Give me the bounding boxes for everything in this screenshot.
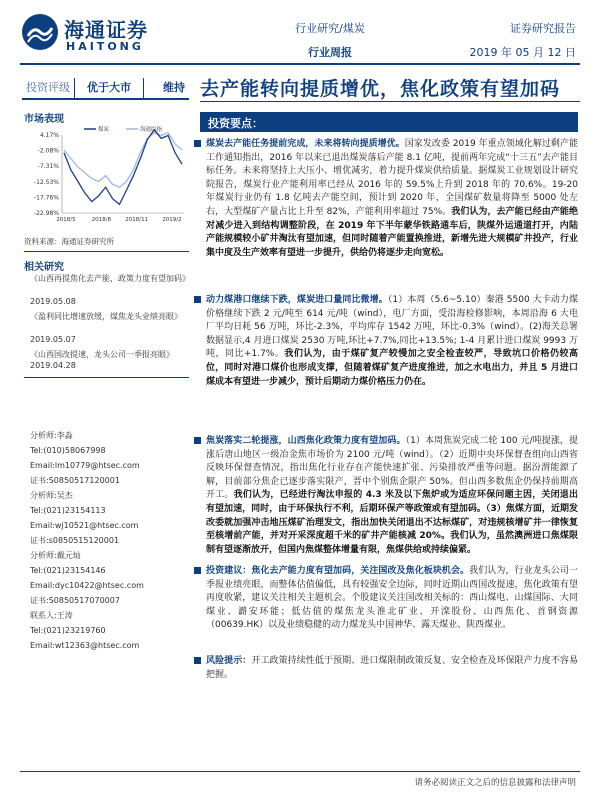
keypoint-body: （1）本周（5.6~5.10）秦港 5500 大卡动力煤价格继续下跌 2 元/吨至 614 元/吨（wind），电厂方面，受沿海检修影响，本周沿海 6 大电厂平均日耗 56 万吨，环比-2.3%，平均库存 1542 万吨，环比-0.3%（wind）。(2)海关总署数据显示,4 月进口煤炭 2530 万吨,环比+7.7%,同比+13.5%; 1-4 月累计进口煤炭 9993 万吨，同比+1.7%。: [206, 295, 578, 360]
analyst-email[interactable]: Email:lm10779@htsec.com: [30, 461, 140, 470]
analyst-tel: Tel:(021)23154146: [30, 566, 106, 575]
analyst-email[interactable]: Email:dyc10422@htsec.com: [30, 581, 144, 590]
bullet-icon: [194, 567, 201, 574]
left-divider: [24, 251, 189, 252]
analyst-tel: Tel:(010)58067998: [30, 446, 106, 455]
analyst-1: [30, 428, 140, 488]
keypoint-lead: 风险提示：: [206, 656, 252, 666]
chart-source-note: 资料来源：海通证券研究所: [24, 237, 114, 246]
y-tick-label: -22.98%: [33, 210, 59, 217]
y-tick-label: -17.76%: [33, 194, 59, 202]
haitong-logo-icon: [20, 12, 60, 52]
logo-chinese: 海通证券: [64, 18, 148, 42]
y-tick-label: -7.31%: [37, 163, 59, 171]
rating-action: 维持: [163, 81, 185, 94]
keypoint-lead: 焦炭落实二轮提涨，山西焦化政策力度有望加码。: [206, 436, 406, 446]
keypoint-body: 国家发改委 2019 年重点领域化解过剩产能工作通知指出，2016 年以来已退出煤炭落后产能 8.1 亿吨，提前两年完成“十三五”去产能目标任务。未来将坚持上大压小、增优减劣，着力提升煤炭供给质量。据煤炭工业规划设计研究院报告，煤炭行业产能利用率已经从 2016 年的 59.5%上升到 2018 年的 70.6%。19-20 年煤炭行业仍有 1.8 亿吨去产能空间，预计到 2020 年，全国煤矿数量将降至 5000 处左右，大型煤矿产量占比上升至 82%，产能利用率超过 75%。: [206, 139, 578, 217]
keypoint-body: 开工政策持续性低于预期、进口煤限制政策反复、安全检查及环保限产力度不容易把握。: [206, 656, 578, 680]
legend-label: 煤炭: [98, 127, 110, 133]
report-date: 2019 年 05 月 12 日: [469, 46, 576, 59]
contact-tel: Tel:(021)23219760: [30, 626, 106, 635]
keypoint-conclusion: 我们认为，由于煤矿复产较慢加之安全检查较严，导致坑口价格仍较高位，同时对港口煤价也形成支撑，但随着煤矿复产进度推进，加之水电出力，并且 5 月进口煤成本有望进一步减少，预计后期动力煤价格压力仍在。: [206, 349, 578, 387]
keypoint-1: [206, 138, 578, 260]
rating-value: 优于大市: [74, 78, 144, 98]
logo-english: HAITONG: [66, 40, 144, 53]
y-tick-label: 4.17%: [39, 132, 59, 139]
x-tick-label: 2018/8: [91, 217, 112, 223]
investment-rating: [22, 78, 189, 100]
keypoint-4: [206, 565, 578, 633]
series-line-海通综指: [64, 133, 182, 188]
analyst-email[interactable]: Email:wj10521@htsec.com: [30, 521, 139, 530]
related-report-1[interactable]: 《山西再提焦化去产能，政策力度有望加码》: [30, 274, 190, 283]
keypoint-conclusion: 我们认为，去产能已经由产能绝对减少进入到结构调整阶段，在 2019 年下半年蒙华铁路通车后，陕煤外运通道打开，内陆产能规模较小矿井淘汰有望加速，但同时随着产能置换推进，新增先进大规模矿井投产，行业集中度及生产效率有望进一步提升，供给仍将逐步走向宽松。: [206, 206, 578, 258]
analyst-cert: 证书:S0850517070007: [30, 596, 120, 605]
analyst-cert: 证书:s0850515120001: [30, 536, 120, 545]
contact-1: [30, 608, 139, 653]
bullet-icon: [194, 296, 201, 303]
header-divider: [20, 63, 580, 65]
contact-name: 联系人:王涛: [30, 611, 73, 620]
analyst-name: 分析师:吴杰: [30, 491, 73, 500]
related-report-2[interactable]: 《盈利同比增速放缓，煤焦龙头业绩亮眼》: [30, 312, 182, 321]
y-tick-label: -12.53%: [33, 178, 59, 186]
analyst-2: [30, 488, 138, 548]
footer-divider: [20, 771, 580, 772]
market-section-title: 市场表现: [24, 114, 64, 125]
analyst-name: 分析师:李淼: [30, 431, 73, 440]
report-type: 行业周报: [308, 46, 352, 59]
footer-disclaimer: 请务必阅读正文之后的信息披露和法律声明: [414, 778, 576, 788]
bullet-icon: [194, 437, 201, 444]
rating-label: 投资评级: [26, 81, 70, 94]
legend-label: 海通综指: [140, 127, 163, 133]
analyst-name: 分析师:戴元灿: [30, 551, 81, 560]
market-performance-chart: [24, 125, 189, 229]
bullet-icon: [194, 657, 201, 664]
keypoints-header: [200, 112, 578, 132]
analyst-cert: 证书:S0850517120001: [30, 476, 120, 485]
report-kind: 证券研究报告: [510, 22, 576, 35]
left-divider-2: [24, 377, 189, 378]
y-tick-label: -2.08%: [37, 147, 59, 155]
keypoint-conclusion: 我们认为，已经进行淘汰申报的 4.3 米及以下焦炉或为适应环保问题主因，关闭退出有望加速，同时，由于环保执行不利，后期环保产等政策或有望加码。（3）焦煤方面，近期发改委就加强冲击地压煤矿治理发文，指出加快关闭退出不达标煤矿，对违规核增矿井一律恢复至核增前产能，并对开采深度超千米的矿井产能核减 20%。我们认为，虽然澳洲进口焦煤限制有望逐渐放开，但国内焦煤整体增量有限，焦煤供给或持续偏紧。: [206, 490, 578, 555]
related-report-3[interactable]: 《山西国改提速，龙头公司一季报亮眼》: [30, 350, 174, 359]
keypoint-body: 我们认为，行业龙头公司一季报业绩亮眼，而整体估值偏低，具有较强安全边际，同时近期山西国改提速，焦化政策有望再度收紧，建议关注相关主题机会。个股建议关注国改相关标的：西山煤电、山煤国际、大同煤业、潞安环能；低估值的煤焦龙头淮北矿业、开滦股份、山西焦化、首钢资源（00639.HK）以及业绩稳健的动力煤龙头中国神华、露天煤业、陕西煤业。: [206, 566, 578, 631]
keypoint-3: [206, 435, 578, 557]
related-report-1-date: 2019.05.08: [30, 297, 76, 306]
report-meta: [470, 20, 576, 60]
related-section-title: 相关研究: [24, 262, 64, 273]
x-tick-label: 2018/11: [125, 217, 149, 223]
keypoint-body: （1）本周焦炭完成二轮 100 元/吨提涨，提涨后唐山地区一级冶金焦市场价为 2100 元/吨（wind）。（2）近期中央环保督查组向山西省反映环保督查情况，指出焦化行业存在产能快速扩张、污染排放严重等问题。据汾渭能源了解，目前部分焦企已逐步落实限产，晋中个别焦企限产 50%。但山西多数焦企仍保持前期高开工。: [206, 436, 578, 501]
x-tick-label: 2018/5: [56, 217, 76, 223]
page-title: 去产能转向提质增优，焦化政策有望加码: [200, 78, 561, 100]
keypoint-2: [206, 294, 578, 389]
keypoint-lead: 投资建议：焦化去产能力度有望加码，关注国改及焦化板块机会。: [206, 566, 470, 576]
series-line-煤炭: [64, 130, 182, 205]
keypoints-title: 投资要点：: [208, 117, 263, 130]
bullet-icon: [194, 140, 201, 147]
related-report-3-date: 2019.04.28: [30, 361, 76, 370]
keypoint-lead: 动力煤港口继续下跌，煤炭进口量同比微增。: [206, 295, 388, 305]
report-category: [270, 20, 390, 60]
keypoint-5: [206, 655, 578, 682]
analyst-3: [30, 548, 144, 608]
title-divider: [200, 101, 580, 102]
keypoint-lead: 煤炭去产能任务提前完成，未来将转向提质增优。: [206, 139, 405, 149]
company-logo: [20, 12, 160, 58]
contact-email[interactable]: Email:wt12363@htsec.com: [30, 641, 140, 650]
analyst-tel: Tel:(021)23154113: [30, 506, 106, 515]
x-tick-label: 2019/2: [162, 217, 182, 223]
related-report-2-date: 2019.05.07: [30, 335, 76, 344]
industry-label: 行业研究/煤炭: [295, 22, 365, 35]
